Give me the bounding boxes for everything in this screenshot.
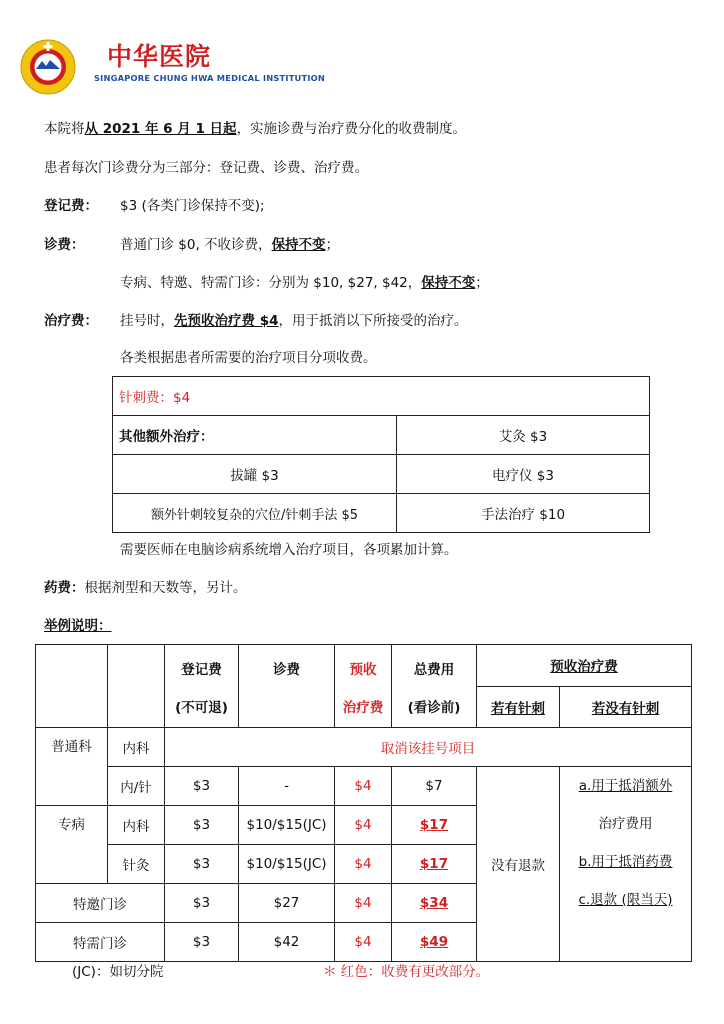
cancelled-item: 取消该挂号项目 — [165, 728, 692, 767]
effective-date: 从 2021 年 6 月 1 日起 — [84, 121, 237, 137]
cell-prepaid: $4 — [335, 767, 392, 806]
punct: ； — [475, 275, 489, 291]
intro-line-1 — [44, 120, 466, 138]
cell-registration: $3 — [165, 845, 239, 884]
table-row — [36, 728, 692, 767]
consult-line-2 — [120, 274, 489, 292]
electrotherapy-fee: 电疗仪 $3 — [397, 455, 650, 494]
treatment-text-tail: ，用于抵消以下所接受的治疗。 — [278, 313, 468, 329]
header-prepaid-treatment: 预收治疗费 — [477, 645, 692, 687]
sub-internal-acupuncture: 内/针 — [108, 767, 165, 806]
header-with-acupuncture: 若有针刺 — [477, 686, 560, 728]
cell-consultation: $42 — [239, 923, 335, 962]
manual-therapy-fee: 手法治疗 $10 — [397, 494, 650, 533]
hospital-logo — [20, 39, 76, 95]
header-subtext: (不可退) — [175, 700, 228, 716]
red-change-note: ＊ 红色：收费有更改部分。 — [323, 964, 490, 980]
note-a-cont: 治疗费用 — [598, 816, 653, 832]
header-without-acupuncture: 若没有针刺 — [560, 686, 692, 728]
header-text: 总费用 — [413, 662, 455, 678]
other-treatment-label: 其他额外治疗： — [113, 416, 397, 455]
consult-line-1 — [120, 236, 339, 254]
cell-total: $7 — [392, 767, 477, 806]
note-c: c.退款 (限当天) — [578, 892, 673, 908]
cell-total: $17 — [392, 806, 477, 845]
treatment-after-note: 需要医师在电脑诊病系统增入治疗项目，各项累加计算。 — [120, 542, 458, 558]
registration-value: $3 (各类门诊保持不变); — [120, 198, 265, 214]
unchanged-mark: 保持不变 — [421, 275, 476, 291]
dept-text: 普通科 — [51, 739, 92, 755]
unchanged-mark: 保持不变 — [271, 237, 326, 253]
treatment-fee-table — [112, 376, 650, 533]
header-text: 登记费 — [181, 662, 222, 678]
cell-prepaid: $4 — [335, 884, 392, 923]
sub-acupuncture-moxibustion: 针灸 — [108, 845, 165, 884]
intro-line-2: 患者每次门诊费分为三部分：登记费、诊费、治疗费。 — [44, 160, 368, 176]
note-a: a.用于抵消额外 — [578, 778, 673, 794]
header-text: 诊费 — [273, 662, 300, 678]
table-header-row — [36, 645, 692, 687]
treatment-line-1 — [120, 312, 468, 330]
registration-label: 登记费： — [44, 198, 98, 214]
cell-registration: $3 — [165, 923, 239, 962]
example-fee-table — [35, 644, 692, 962]
acupuncture-fee: 针刺费：$4 — [113, 377, 650, 416]
header-prepaid — [335, 645, 392, 728]
treatment-line-2: 各类根据患者所需要的治疗项目分项收费。 — [120, 350, 377, 366]
dept-specialist — [36, 806, 108, 884]
consult-specialist: 专病、特邀、特需门诊：分别为 $10, $27, $42， — [120, 275, 422, 291]
medicine-line — [44, 579, 247, 597]
consult-general: 普通门诊 $0, 不收诊费， — [120, 237, 272, 253]
cell-prepaid: $4 — [335, 923, 392, 962]
cell-total: $49 — [392, 923, 477, 962]
header-text: 预收 — [349, 662, 377, 678]
cell-consultation: $27 — [239, 884, 335, 923]
dept-general — [36, 728, 108, 806]
example-title: 举例说明： — [44, 618, 112, 634]
dept-invited: 特邀门诊 — [36, 884, 165, 923]
cell-registration: $3 — [165, 884, 239, 923]
brand-name-english: SINGAPORE CHUNG HWA MEDICAL INSTITUTION — [94, 73, 326, 83]
header-consultation — [239, 645, 335, 728]
punct: ； — [325, 237, 340, 253]
consult-label: 诊费： — [44, 237, 85, 253]
header-blank — [36, 645, 108, 728]
no-refund-text: 没有退款 — [491, 858, 545, 874]
medicine-label: 药费： — [44, 580, 85, 596]
cell-consultation: - — [239, 767, 335, 806]
intro-text-tail: ，实施诊费与治疗费分化的收费制度。 — [236, 121, 467, 137]
dept-text: 专病 — [58, 817, 85, 833]
table-row — [36, 767, 692, 806]
medicine-value: 根据剂型和天数等，另计。 — [84, 580, 247, 596]
header-registration — [165, 645, 239, 728]
sub-internal: 内科 — [108, 728, 165, 767]
cell-prepaid: $4 — [335, 845, 392, 884]
header-subtext: (看诊前) — [407, 700, 461, 716]
table-row — [113, 494, 650, 533]
brand-name-chinese: 中华医院 — [107, 42, 212, 71]
cell-total: $17 — [392, 845, 477, 884]
table-row — [113, 416, 650, 455]
moxibustion-fee: 艾灸 $3 — [397, 416, 650, 455]
table-row — [113, 455, 650, 494]
header-subtext: 治疗费 — [342, 700, 384, 716]
cell-registration: $3 — [165, 806, 239, 845]
no-refund-cell — [477, 767, 560, 962]
complex-acupuncture-fee: 额外针刺较复杂的穴位/针刺手法 $5 — [113, 494, 397, 533]
cell-total: $34 — [392, 884, 477, 923]
cell-consultation: $10/$15(JC) — [239, 806, 335, 845]
sub-internal: 内科 — [108, 806, 165, 845]
refund-notes-cell — [560, 767, 692, 962]
table-row — [113, 377, 650, 416]
intro-text: 本院将 — [44, 121, 85, 137]
cupping-fee: 拔罐 $3 — [113, 455, 397, 494]
cell-consultation: $10/$15(JC) — [239, 845, 335, 884]
header-total — [392, 645, 477, 728]
treatment-text: 挂号时， — [120, 313, 174, 329]
dept-premium: 特需门诊 — [36, 923, 165, 962]
treatment-label: 治疗费： — [44, 313, 98, 329]
header-blank — [108, 645, 165, 728]
cell-registration: $3 — [165, 767, 239, 806]
jc-note: (JC)：如切分院 — [72, 964, 164, 980]
prepaid-treatment: 先预收治疗费 $4 — [174, 313, 279, 329]
note-b: b.用于抵消药费 — [578, 854, 673, 870]
cell-prepaid: $4 — [335, 806, 392, 845]
